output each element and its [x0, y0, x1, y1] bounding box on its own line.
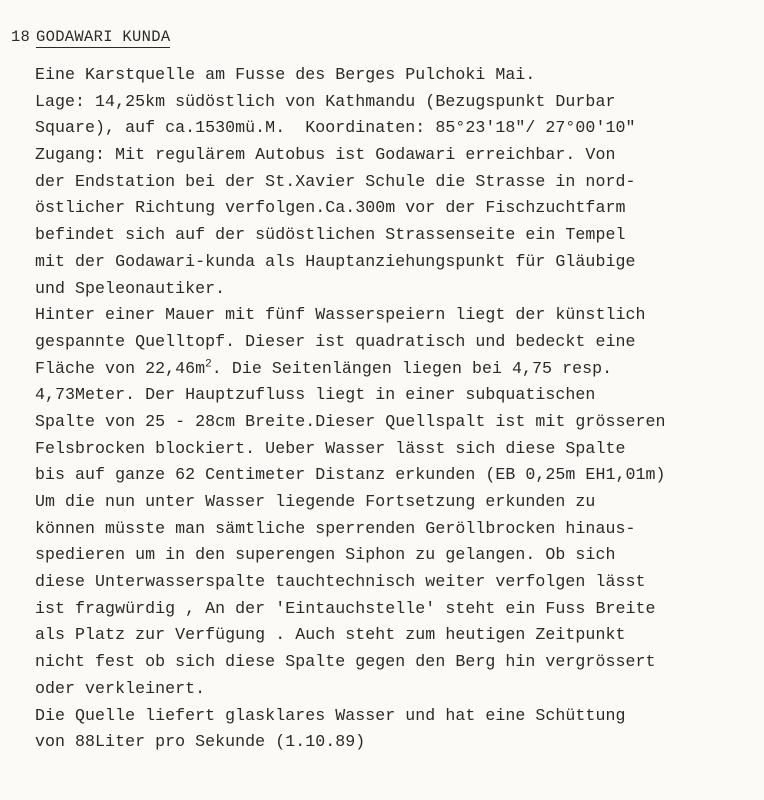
text-line: mit der Godawari-kunda als Hauptanziehungspunkt für Gläubige — [35, 251, 636, 271]
text-line: Square), auf ca.1530mü.M. Koordinaten: 85°23'18"/ 27°00'10" — [35, 118, 636, 138]
area-text-before: Fläche von 22,46m — [35, 358, 206, 378]
text-line: spedieren um in den superengen Siphon zu gelangen. Ob sich — [35, 545, 616, 565]
text-line: Spalte von 25 - 28cm Breite.Dieser Quellspalt ist mit grösseren — [35, 411, 666, 431]
area-text-after: . Die Seitenlängen liegen bei 4,75 resp. — [211, 358, 613, 378]
text-line: Um die nun unter Wasser liegende Fortsetzung erkunden zu — [35, 492, 596, 511]
text-line: oder verkleinert. — [35, 678, 206, 698]
text-line: Felsbrocken blockiert. Ueber Wasser lässt sich diese Spalte — [35, 438, 626, 458]
text-line: der Endstation bei der St.Xavier Schule die Strasse in nord- — [35, 171, 636, 191]
text-line: gespannte Quelltopf. Dieser ist quadratisch und bedeckt eine — [35, 331, 636, 351]
text-line: können müsste man sämtliche sperrenden Geröllbrocken hinaus- — [35, 518, 636, 538]
text-line: diese Unterwasserspalte tauchtechnisch weiter verfolgen lässt — [35, 572, 646, 592]
area-superscript: 2 — [205, 358, 212, 371]
body-text — [35, 62, 755, 756]
area-text-line — [35, 356, 755, 383]
section-header — [0, 28, 170, 54]
text-line: Die Quelle liefert glasklares Wasser und hat eine Schüttung — [35, 705, 626, 725]
text-line: ist fragwürdig , An der 'Eintauchstelle' steht ein Fuss Breite — [35, 598, 656, 618]
text-line: nicht fest ob sich diese Spalte gegen den Berg hin vergrössert — [35, 652, 656, 672]
text-line: von 88Liter pro Sekunde (1.10.89) — [35, 732, 366, 752]
text-line: bis auf ganze 62 Centimeter Distanz erkunden (EB 0,25m EH1,01m) — [35, 465, 666, 485]
page-number: 18 — [10, 28, 30, 46]
text-line: befindet sich auf der südöstlichen Strassenseite ein Tempel — [35, 225, 626, 245]
text-line: Zugang: Mit regulärem Autobus ist Godawari erreichbar. Von — [35, 145, 616, 165]
text-line: 4,73Meter. Der Hauptzufluss liegt in einer subquatischen — [35, 385, 596, 405]
text-line: östlicher Richtung verfolgen.Ca.300m vor der Fischzuchtfarm — [35, 198, 626, 218]
section-title: GODAWARI KUNDA — [36, 28, 171, 46]
text-line: und Speleonautiker. — [35, 278, 226, 298]
text-line: als Platz zur Verfügung . Auch steht zum heutigen Zeitpunkt — [35, 625, 626, 645]
text-line: Lage: 14,25km südöstlich von Kathmandu (Bezugspunkt Durbar — [35, 91, 616, 111]
text-line: Eine Karstquelle am Fusse des Berges Pulchoki Mai. — [35, 65, 536, 84]
text-line: Hinter einer Mauer mit fünf Wasserspeiern liegt der künstlich — [35, 305, 646, 325]
